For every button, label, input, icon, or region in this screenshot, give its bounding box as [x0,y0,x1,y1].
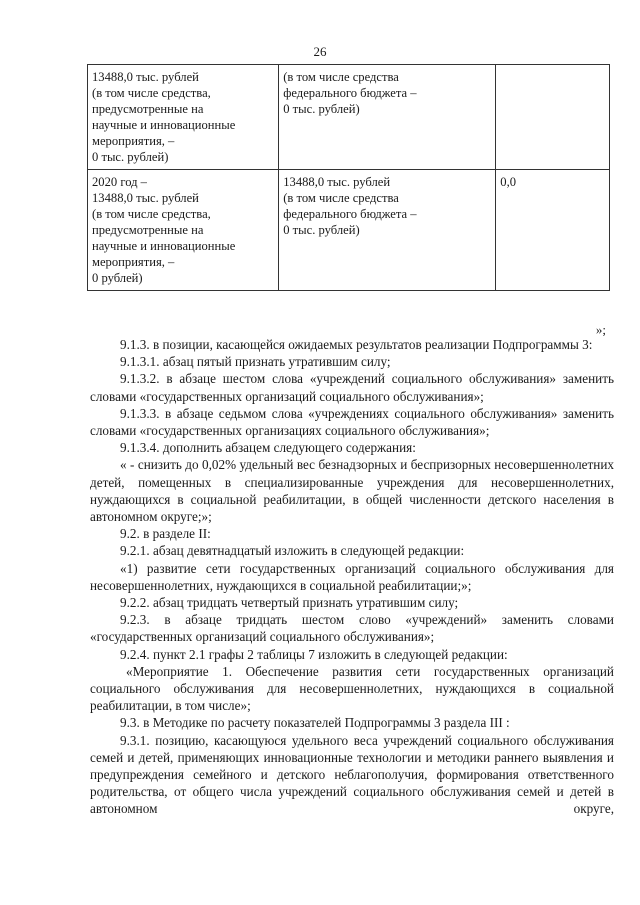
cell-line: (в том числе средства, [92,207,211,221]
paragraph: 9.2.1. абзац девятнадцатый изложить в следующей редакции: [120,543,465,559]
paragraph: 9.2.3. в абзаце тридцать шестом слово «учреждений» заменить словами «государственных организаций социального обслуживания»; [90,612,614,645]
table-row [88,170,610,291]
table-closing-mark: »; [595,322,606,337]
cell-line: 2020 год – [92,175,147,189]
paragraph: 9.1.3.2. в абзаце шестом слова «учреждений социального обслуживания» заменить словами «государственных организаций социального обслуживания»; [90,371,614,404]
paragraph: 9.2. в разделе II: [120,526,211,542]
paragraph: 9.1.3.4. дополнить абзацем следующего содержания: [120,440,416,456]
paragraph: «1) развитие сети государственных организаций социального обслуживания для несовершеннолетних, нуждающихся в социальной реабилитации;»; [90,560,614,593]
paragraph: « - снизить до 0,02% удельный вес безнадзорных и беспризорных несовершеннолетних детей, помещенных в специализированные учреждения для несовершеннолетних, нуждающихся в социальной реабилитации, в общей численности детского населения в автономном округе;»; [90,457,614,525]
table-cell [88,170,279,291]
cell-line: научные и инновационные [92,118,236,132]
paragraph: 9.1.3.3. в абзаце седьмом слова «учреждениях социального обслуживания» заменить словами «государственных организациях социального обслуживания»; [90,405,614,439]
cell-line: (в том числе средства [283,70,399,84]
paragraph: 9.2.4. пункт 2.1 графы 2 таблицы 7 изложить в следующей редакции: [120,646,508,662]
cell-line: (в том числе средства, [92,86,211,100]
cell-line: 13488,0 тыс. рублей [92,70,199,84]
table-cell [279,170,496,291]
cell-line: 13488,0 тыс. рублей [92,191,199,205]
paragraph: 9.1.3. в позиции, касающейся ожидаемых результатов реализации Подпрограммы 3: [120,337,593,352]
paragraph: 9.2.2. абзац тридцать четвертый признать утратившим силу; [120,595,459,611]
cell-line: научные и инновационные [92,239,236,253]
cell-line: 0 тыс. рублей) [92,150,169,164]
table-cell [279,65,496,170]
cell-line: (в том числе средства [283,191,399,205]
paragraph: 9.3. в Методике по расчету показателей Подпрограммы 3 раздела III : [120,715,510,731]
cell-line: предусмотренные на [92,102,204,116]
budget-table [87,64,610,291]
cell-line: федерального бюджета – [283,86,417,100]
table-cell [88,65,279,170]
document-body [90,336,614,818]
cell-line: 13488,0 тыс. рублей [283,175,391,189]
cell-line: 0 тыс. рублей) [283,102,360,116]
paragraph: 9.1.3.1. абзац пятый признать утратившим силу; [120,354,391,370]
cell-line: предусмотренные на [92,223,204,237]
cell-line: мероприятия, – [92,134,175,148]
cell-line: 0 тыс. рублей) [283,223,360,237]
table-cell [496,65,610,170]
paragraph: 9.3.1. позицию, касающуюся удельного веса учреждений социального обслуживания семей и детей, применяющих инновационные технологии и методики раннего выявления и предупреждения семейного и детского неблагополучия, формирования ответственного родительства, от общего числа учреждений социального обслуживания семей и детей в автономном округе, [90,732,614,817]
cell-line: федерального бюджета – [283,207,417,221]
table-cell [496,170,610,291]
cell-line: 0,0 [500,175,517,189]
paragraph: «Мероприятие 1. Обеспечение развития сети государственных организаций социального обслуживания для несовершеннолетних, нуждающихся в социальной реабилитации, в том числе»; [90,663,614,714]
table-row [88,65,610,170]
cell-line: мероприятия, – [92,255,175,269]
page-number: 26 [313,44,327,59]
cell-line: 0 рублей) [92,271,143,285]
